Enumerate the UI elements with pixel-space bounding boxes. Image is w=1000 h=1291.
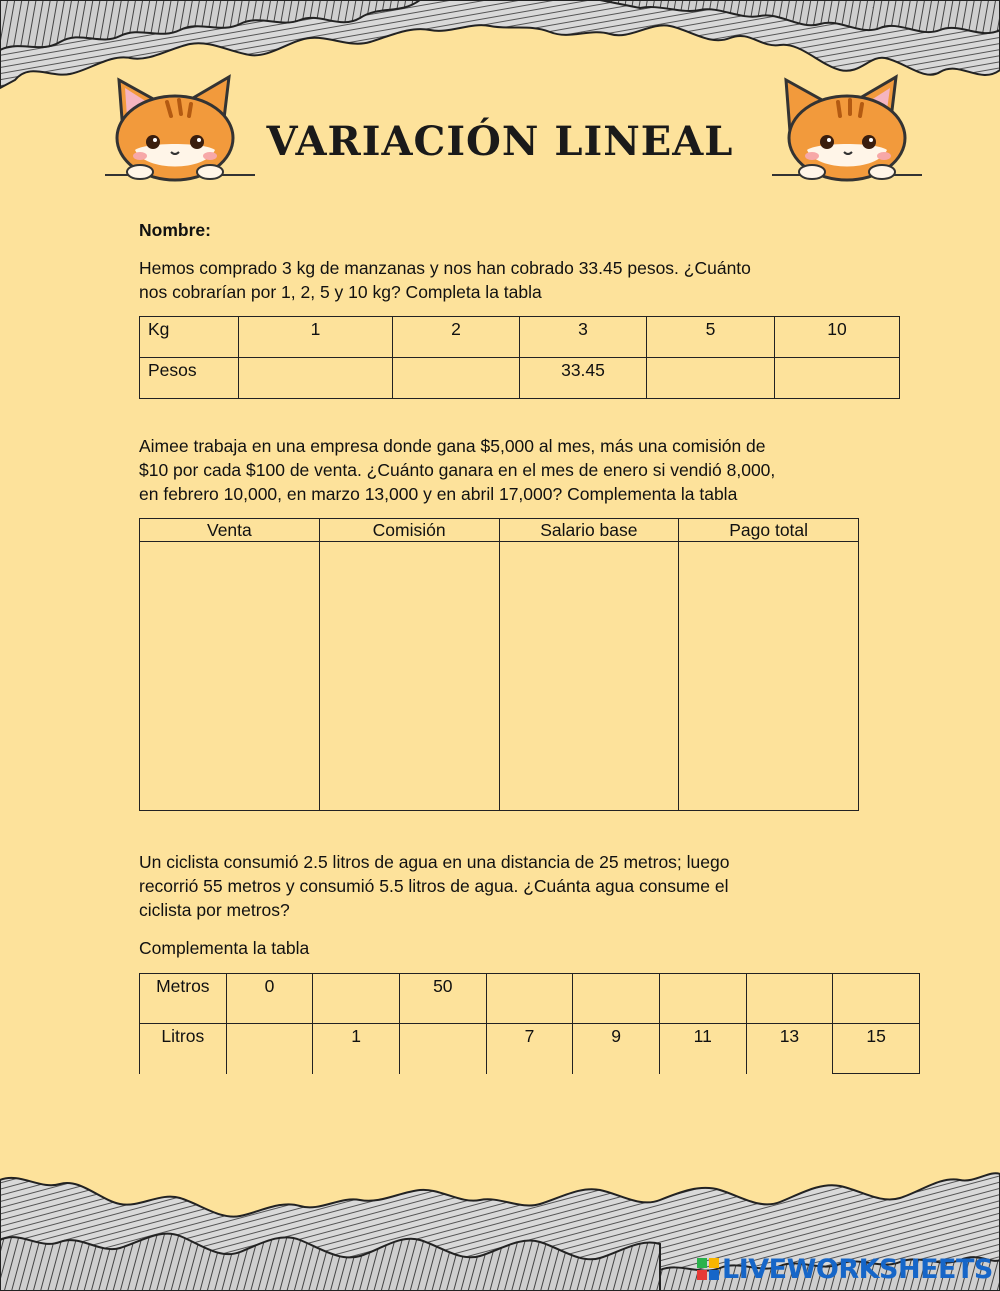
answer-cell[interactable] <box>659 974 746 1024</box>
column-header-comision: Comisión <box>319 519 499 542</box>
kg-pesos-table <box>139 316 900 399</box>
table-cell: Metros <box>140 974 227 1024</box>
problem1-text-line2: nos cobrarían por 1, 2, 5 y 10 kg? Completa la tabla <box>139 282 542 302</box>
answer-cell[interactable] <box>399 1024 486 1074</box>
answer-cell[interactable] <box>313 974 400 1024</box>
table-cell: 15 <box>833 1024 920 1074</box>
table-cell: 1 <box>313 1024 400 1074</box>
answer-cell[interactable] <box>833 974 920 1024</box>
answer-cell[interactable] <box>679 542 859 811</box>
answer-cell[interactable] <box>393 358 520 399</box>
table-row <box>140 974 920 1024</box>
table-cell: 33.45 <box>520 358 647 399</box>
table-cell: Pesos <box>140 358 239 399</box>
table-cell: 0 <box>226 974 313 1024</box>
answer-cell[interactable] <box>647 358 775 399</box>
table-cell: Litros <box>140 1024 227 1074</box>
problem2-text-line1: Aimee trabaja en una empresa donde gana $5,000 al mes, más una comisión de <box>139 436 766 456</box>
table-cell: 1 <box>239 317 393 358</box>
column-header-venta: Venta <box>140 519 320 542</box>
table-cell: Kg <box>140 317 239 358</box>
answer-cell[interactable] <box>319 542 499 811</box>
problem3-text-line3: ciclista por metros? <box>139 900 290 920</box>
column-header-pago-total: Pago total <box>679 519 859 542</box>
table-row <box>140 317 900 358</box>
table-cell: 10 <box>775 317 900 358</box>
table-header-row <box>140 519 859 542</box>
answer-cell[interactable] <box>746 974 833 1024</box>
table-cell: 13 <box>746 1024 833 1074</box>
table-row <box>140 542 859 811</box>
table-row <box>140 358 900 399</box>
problem3-instruction: Complementa la tabla <box>139 938 310 958</box>
answer-cell[interactable] <box>239 358 393 399</box>
column-header-salario-base: Salario base <box>499 519 679 542</box>
liveworksheets-logo-icon <box>697 1258 719 1280</box>
table-cell: 5 <box>647 317 775 358</box>
problem2-text-line2: $10 por cada $100 de venta. ¿Cuánto ganara en el mes de enero si vendió 8,000, <box>139 460 776 480</box>
table-cell: 7 <box>486 1024 573 1074</box>
page-title: VARIACIÓN LINEAL <box>266 118 734 165</box>
table-row <box>140 1024 920 1074</box>
problem1-text-line1: Hemos comprado 3 kg de manzanas y nos han cobrado 33.45 pesos. ¿Cuánto <box>139 258 751 278</box>
answer-cell[interactable] <box>573 974 660 1024</box>
salary-table <box>139 518 859 811</box>
table-cell: 11 <box>659 1024 746 1074</box>
problem2-text-line3: en febrero 10,000, en marzo 13,000 y en abril 17,000? Complementa la tabla <box>139 484 738 504</box>
table-cell: 50 <box>399 974 486 1024</box>
answer-cell[interactable] <box>499 542 679 811</box>
problem3-text-line2: recorrió 55 metros y consumió 5.5 litros de agua. ¿Cuánta agua consume el <box>139 876 729 896</box>
answer-cell[interactable] <box>140 542 320 811</box>
nombre-label: Nombre: <box>139 220 211 240</box>
table-cell: 2 <box>393 317 520 358</box>
metros-litros-table <box>139 973 920 1074</box>
answer-cell[interactable] <box>775 358 900 399</box>
table-cell: 9 <box>573 1024 660 1074</box>
table-cell: 3 <box>520 317 647 358</box>
liveworksheets-watermark: LIVEWORKSHEETS <box>722 1254 993 1285</box>
answer-cell[interactable] <box>226 1024 313 1074</box>
problem3-text-line1: Un ciclista consumió 2.5 litros de agua en una distancia de 25 metros; luego <box>139 852 730 872</box>
answer-cell[interactable] <box>486 974 573 1024</box>
